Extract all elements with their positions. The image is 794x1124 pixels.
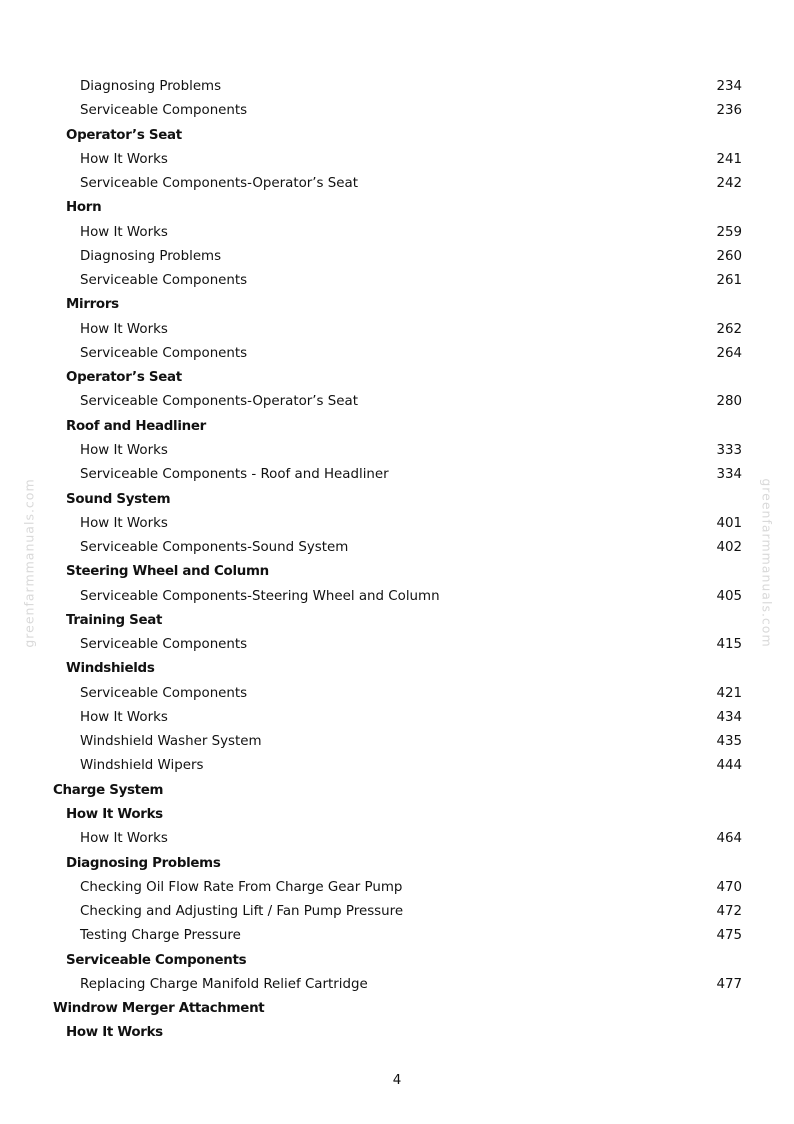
toc-entry-title: Diagnosing Problems: [80, 248, 222, 264]
toc-entry-title: Serviceable Components: [80, 103, 248, 119]
toc-entry-page-number: 260: [716, 248, 742, 264]
toc-entry-title: How It Works: [80, 151, 168, 167]
toc-entry-page-number: 333: [716, 442, 742, 458]
toc-entry-page-number: 405: [716, 588, 742, 604]
toc-entry-title: How It Works: [80, 831, 168, 847]
toc-entry-title: Serviceable Components-Operator’s Seat: [80, 176, 358, 192]
toc-entry-title: How It Works: [66, 1025, 163, 1041]
toc-entry[interactable]: [0, 439, 794, 463]
toc-entry-title: Serviceable Components - Roof and Headliner: [80, 467, 389, 483]
toc-entry-title: Serviceable Components-Sound System: [80, 540, 349, 556]
toc-entry[interactable]: [0, 390, 794, 414]
toc-entry-title: Serviceable Components: [66, 952, 247, 968]
toc-entry[interactable]: [0, 75, 794, 99]
toc-entry-title: Serviceable Components: [80, 345, 248, 361]
toc-entry-title: Serviceable Components: [80, 273, 248, 289]
toc-subsection-heading: [0, 293, 794, 317]
toc-entry[interactable]: [0, 900, 794, 924]
toc-entry-page-number: 241: [716, 151, 742, 167]
toc-section-heading: [0, 997, 794, 1021]
toc-subsection-heading: [0, 560, 794, 584]
toc-entry[interactable]: [0, 536, 794, 560]
toc-subsection-heading: [0, 1021, 794, 1045]
toc-entry-page-number: 434: [716, 709, 742, 725]
toc-entry[interactable]: [0, 585, 794, 609]
toc-entry-title: Operator’s Seat: [66, 127, 182, 143]
toc-entry[interactable]: [0, 730, 794, 754]
toc-entry-title: How It Works: [80, 224, 168, 240]
toc-entry[interactable]: [0, 924, 794, 948]
toc-entry-page-number: 334: [716, 467, 742, 483]
toc-subsection-heading: [0, 852, 794, 876]
toc-subsection-heading: [0, 488, 794, 512]
toc-entry-page-number: 402: [716, 540, 742, 556]
toc-entry-page-number: 261: [716, 273, 742, 289]
toc-entry-page-number: 262: [716, 321, 742, 337]
toc-entry-title: How It Works: [66, 806, 163, 822]
toc-entry-title: Serviceable Components: [80, 637, 248, 653]
toc-entry-title: Checking and Adjusting Lift / Fan Pump Pressure: [80, 904, 404, 920]
toc-entry-page-number: 234: [716, 79, 742, 94]
toc-entry-title: Testing Charge Pressure: [80, 928, 241, 944]
toc-entry[interactable]: [0, 633, 794, 657]
toc-entry-page-number: 236: [716, 103, 742, 119]
toc-entry-title: Windshield Wipers: [80, 758, 204, 774]
toc-entry-title: Replacing Charge Manifold Relief Cartridge: [80, 976, 368, 992]
toc-entry[interactable]: [0, 682, 794, 706]
toc-entry-page-number: 477: [716, 976, 742, 992]
toc-entry-title: Horn: [66, 200, 102, 216]
toc-entry-title: Windshields: [66, 661, 155, 677]
toc-subsection-heading: [0, 366, 794, 390]
toc-entry[interactable]: [0, 245, 794, 269]
toc-entry-title: Serviceable Components: [80, 685, 248, 701]
toc-entry-page-number: 259: [716, 224, 742, 240]
toc-entry-page-number: 475: [716, 928, 742, 944]
table-of-contents: [0, 75, 794, 1046]
toc-entry-title: How It Works: [80, 442, 168, 458]
toc-entry[interactable]: [0, 148, 794, 172]
toc-subsection-heading: [0, 415, 794, 439]
watermark-left: greenfarmmanuals.com: [21, 478, 37, 648]
toc-entry[interactable]: [0, 172, 794, 196]
toc-entry[interactable]: [0, 269, 794, 293]
toc-entry-title: Windshield Washer System: [80, 734, 262, 750]
toc-entry-title: How It Works: [80, 709, 168, 725]
toc-subsection-heading: [0, 124, 794, 148]
toc-entry-title: Checking Oil Flow Rate From Charge Gear Pump: [80, 879, 403, 895]
toc-entry-title: Steering Wheel and Column: [66, 564, 269, 580]
toc-entry[interactable]: [0, 706, 794, 730]
toc-entry-title: Operator’s Seat: [66, 370, 182, 386]
toc-entry[interactable]: [0, 973, 794, 997]
toc-entry-title: Training Seat: [66, 612, 163, 628]
toc-entry-page-number: 421: [716, 685, 742, 701]
toc-subsection-heading: [0, 803, 794, 827]
watermark-right: greenfarmmanuals.com: [759, 478, 775, 648]
toc-entry[interactable]: [0, 512, 794, 536]
toc-entry-title: Serviceable Components-Steering Wheel and Column: [80, 588, 440, 604]
toc-entry-title: Sound System: [66, 491, 171, 507]
toc-entry-title: How It Works: [80, 515, 168, 531]
toc-entry[interactable]: [0, 876, 794, 900]
toc-entry-title: Mirrors: [66, 297, 119, 313]
toc-entry-title: Serviceable Components-Operator’s Seat: [80, 394, 358, 410]
toc-entry-title: Charge System: [53, 782, 164, 798]
toc-entry-page-number: 415: [716, 637, 742, 653]
toc-entry[interactable]: [0, 221, 794, 245]
toc-entry[interactable]: [0, 342, 794, 366]
toc-entry-title: Diagnosing Problems: [66, 855, 221, 871]
toc-section-heading: [0, 779, 794, 803]
toc-entry[interactable]: [0, 318, 794, 342]
toc-entry-title: Diagnosing Problems: [80, 79, 222, 94]
toc-entry-title: Windrow Merger Attachment: [53, 1001, 265, 1017]
toc-entry-page-number: 242: [716, 176, 742, 192]
toc-entry-page-number: 444: [716, 758, 742, 774]
toc-entry-page-number: 401: [716, 515, 742, 531]
toc-subsection-heading: [0, 949, 794, 973]
toc-subsection-heading: [0, 609, 794, 633]
toc-entry[interactable]: [0, 463, 794, 487]
toc-entry-page-number: 464: [716, 831, 742, 847]
toc-entry[interactable]: [0, 99, 794, 123]
toc-entry-title: How It Works: [80, 321, 168, 337]
toc-entry-page-number: 470: [716, 879, 742, 895]
toc-entry-page-number: 264: [716, 345, 742, 361]
page-number: 4: [392, 1073, 402, 1088]
toc-subsection-heading: [0, 657, 794, 681]
toc-entry[interactable]: [0, 754, 794, 778]
toc-entry-page-number: 280: [716, 394, 742, 410]
toc-subsection-heading: [0, 196, 794, 220]
toc-entry-page-number: 472: [716, 904, 742, 920]
toc-entry-title: Roof and Headliner: [66, 418, 206, 434]
toc-entry-page-number: 435: [716, 734, 742, 750]
toc-entry[interactable]: [0, 827, 794, 851]
